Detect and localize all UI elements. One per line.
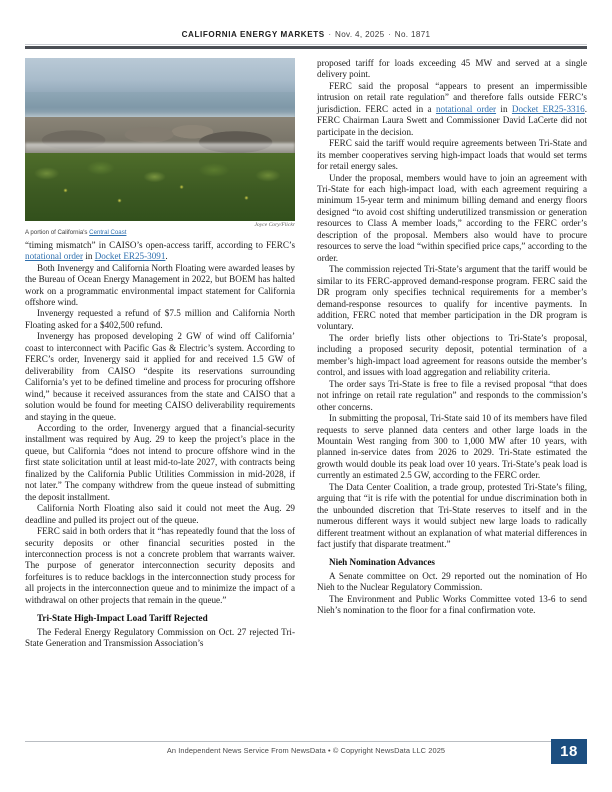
photo-vegetation-layer	[25, 153, 295, 221]
article-columns	[25, 58, 587, 730]
body-text-run: “timing mismatch” in CAISO’s open-access tariff, according to FERC’s	[25, 239, 295, 250]
body-paragraph: The commission rejected Tri-State’s argument that the tariff would be similar to its FERC-approved demand-response program. FERC said the DR program only specifies technical requirements for a member’s demand-response resources to qualify for incentive payments. In addition, FERC noted that member participation in the DR program is voluntary.	[317, 264, 587, 332]
body-paragraph: Invenergy requested a refund of $7.5 million and California North Floating asked for a $402,500 refund.	[25, 308, 295, 330]
photo-caption-link[interactable]: Central Coast	[89, 229, 127, 237]
footer-credit: An Independent News Service From NewsData • © Copyright NewsData LLC 2025	[166, 746, 446, 755]
photo-credit: Joyce Cory/Flickr	[254, 222, 295, 228]
body-paragraph: The Environment and Public Works Committee voted 13-6 to send Nieh’s nomination to the floor for a final confirmation vote.	[317, 593, 587, 616]
body-paragraph	[25, 240, 295, 263]
body-text-run: in	[496, 103, 512, 114]
photo-caption-text: A portion of California's	[25, 229, 90, 237]
header-rule-thick	[25, 46, 587, 49]
footer-rule	[25, 741, 587, 742]
body-text-run: FERC said the proposal “appears to present an impermissible intrusion on retail rate regulation” and therefore falls outside FERC’s jurisdiction. FERC acted in a	[317, 80, 587, 114]
article-photo-figure	[25, 58, 295, 237]
body-paragraph: California North Floating also said it could not meet the Aug. 29 deadline and pulled its project out of the queue.	[25, 503, 295, 525]
body-text-run: . FERC Chairman Laura Swett and Commissioner David LaCerte did not participate in the decision.	[317, 103, 587, 137]
publication-title: CALIFORNIA ENERGY MARKETS	[181, 30, 325, 39]
body-paragraph: The order says Tri-State is free to file a revised proposal “that does not infringe on retail rate regulation” and responds to the commission’s other concerns.	[317, 378, 587, 412]
left-column-body	[25, 240, 295, 607]
body-paragraph: In submitting the proposal, Tri-State said 10 of its members have filed requests to serve planned data centers and other large loads in the Mountain West ranging from 300 to 1,000 MW after 10 years, with planned in-service dates from 2026 to 2029. Tri-State estimated the growth would double its peak load over 10 years. Tri-State’s peak load is currently an estimated 2.5 GW, according to the FERC order.	[317, 413, 587, 481]
body-paragraph	[317, 81, 587, 138]
body-paragraph: FERC said the tariff would require agreements between Tri-State and its member cooperatives serving high-impact loads that would set terms for retail energy sales.	[317, 138, 587, 172]
body-paragraph: FERC said in both orders that it “has repeatedly found that the loss of security deposits or other financial securities posted in the interconnection process is not a concrete problem that warrants waiver. The purpose of generator interconnection security deposits and forfeitures is to reduce backlogs in the interconnection study process for all projects in the interconnection queue and to minimize the impact of a withdrawal on other projects that remain in the queue.”	[25, 526, 295, 605]
right-column-body-after	[317, 571, 587, 617]
body-text-run: in	[83, 251, 95, 262]
inline-link[interactable]: notational order	[435, 103, 497, 114]
body-paragraph: The order briefly lists other objections to Tri-State’s proposal, including a proposed security deposit, potential termination of a member’s high-impact load agreement for reasons outside the member’s control, and issues with load aggregation and reliability criteria.	[317, 332, 587, 378]
body-text-run: .	[165, 251, 168, 262]
inline-link[interactable]: Docket ER25-3091	[94, 251, 166, 262]
photo-caption	[25, 229, 295, 237]
body-paragraph: The Data Center Coalition, a trade group, protested Tri-State’s filing, arguing that “it is rife with the potential for undue discrimination both in the unbounded discretion that Tri-State reserves to itself and in the numerous different ways it would subject new large loads to radically different treatment without an explanation of what material differences in fact justify that disparate treatment.”	[317, 481, 587, 550]
header-separator-1: ·	[325, 30, 334, 39]
body-paragraph: A Senate committee on Oct. 29 reported out the nomination of Ho Nieh to the Nuclear Regulatory Commission.	[317, 570, 587, 593]
page-number-badge: 18	[551, 739, 587, 764]
masthead-line	[25, 30, 587, 39]
inline-link[interactable]: notational order	[25, 251, 84, 262]
right-column-body	[317, 58, 587, 550]
issue-number: No. 1871	[394, 30, 431, 39]
left-column	[25, 58, 295, 730]
inline-link[interactable]: Docket ER25-3316	[511, 103, 585, 114]
body-paragraph: According to the order, Invenergy argued that a financial-security installment was required by Aug. 29 to keep the project’s place in the queue, but California “does not intend to procure offshore wind in the first state solicitation until at least mid-to-late 2027, with contracts being finalized by the California Public Utilities Commission in mid-2028, if not later.” The company withdrew from the queue instead of submitting the deposit installment.	[25, 423, 295, 502]
body-paragraph: proposed tariff for loads exceeding 45 MW and served at a single delivery point.	[317, 58, 587, 80]
header-rule-thin	[25, 44, 587, 45]
header-separator-2: ·	[385, 30, 394, 39]
california-central-coast-photo	[25, 58, 295, 221]
body-paragraph: The Federal Energy Regulatory Commission on Oct. 27 rejected Tri-State Generation and Transmission Association’s	[25, 626, 295, 649]
issue-date: Nov. 4, 2025	[335, 30, 385, 39]
subhead-tri-state: Tri-State High-Impact Load Tariff Rejected	[37, 613, 208, 624]
page-header	[25, 30, 587, 39]
photo-sky-layer	[25, 58, 295, 94]
right-column	[317, 58, 587, 730]
page-footer	[25, 744, 587, 764]
subhead-nieh: Nieh Nomination Advances	[329, 557, 435, 568]
body-paragraph: Invenergy has proposed developing 2 GW of wind off California’ coast to interconnect with Pacific Gas & Electric’s system. According to FERC’s order, Invenergy said it applied for and received 1.5 GW of deliverability from CAISO “despite its reservations surrounding California’s yet to be defined timeline and process for procuring offshore wind,” because it received assurances from the state and CAISO that a solution would be found for meeting CAISO deliverability requirements and staying in the queue.	[25, 331, 295, 422]
body-paragraph: Both Invenergy and California North Floating were awarded leases by the Bureau of Ocean Energy Management in 2022, but BOEM has halted work on a programmatic environmental impact statement for California offshore wind.	[25, 262, 295, 308]
body-paragraph: Under the proposal, members would have to join an agreement with Tri-State for each high-impact load, with each agreement requiring a minimum 15-year term and minimum billing demand and energy floors designed “to avoid cost shifting underutilized transmission or generation resources to Class A member loads,” according to the FERC order’s description of the proposal. Members also would have to procure resources to serve the load “within specified price caps,” according to the order.	[317, 172, 587, 263]
left-column-body-after	[25, 627, 295, 650]
